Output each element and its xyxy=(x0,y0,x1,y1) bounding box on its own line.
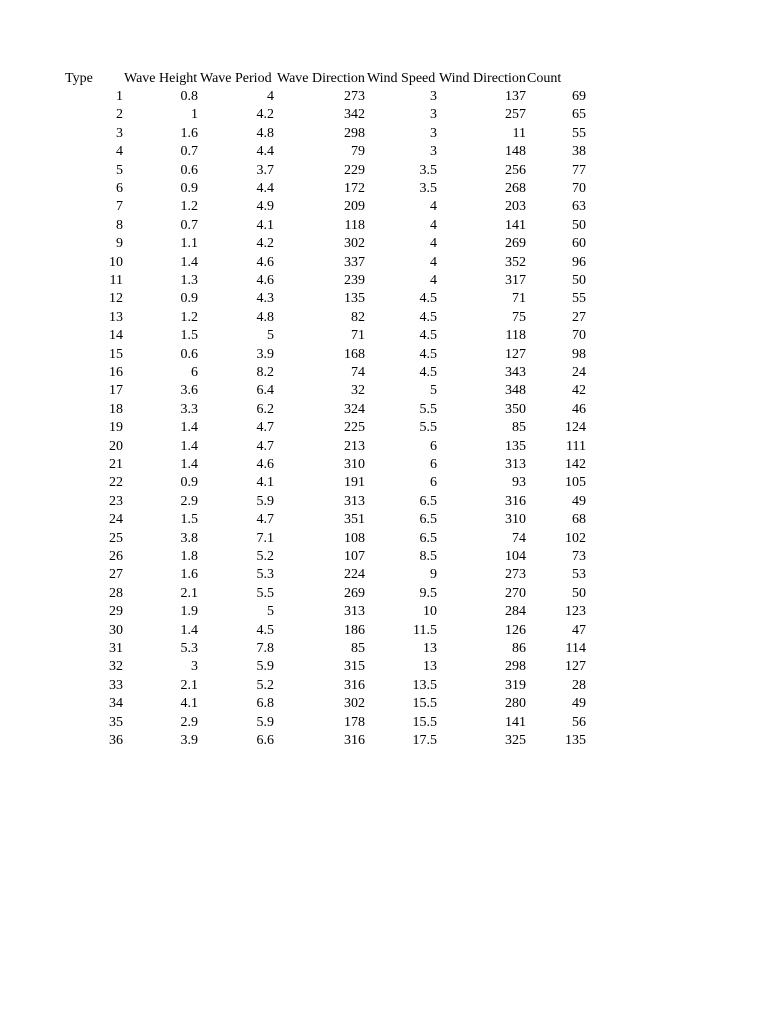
cell-type: 34 xyxy=(109,696,123,712)
cell-wave-direction: 342 xyxy=(344,107,365,123)
cell-wind-direction: 319 xyxy=(505,677,526,693)
cell-wind-direction: 141 xyxy=(505,217,526,233)
cell-wind-speed: 4.5 xyxy=(419,291,437,307)
cell-count: 127 xyxy=(565,659,586,675)
cell-wind-direction: 313 xyxy=(505,457,526,472)
cell-wind-direction: 203 xyxy=(505,199,526,215)
cell-wave-direction: 74 xyxy=(351,365,365,380)
cell-type: 4 xyxy=(116,144,123,160)
cell-count: 73 xyxy=(572,549,586,564)
cell-wave-height: 0.7 xyxy=(180,217,198,233)
cell-wave-period: 4 xyxy=(267,89,274,104)
cell-count: 111 xyxy=(566,438,586,454)
cell-wave-direction: 191 xyxy=(344,475,365,491)
cell-count: 56 xyxy=(572,714,586,730)
cell-type: 33 xyxy=(109,677,123,693)
cell-type: 14 xyxy=(109,328,123,344)
cell-wind-direction: 348 xyxy=(505,383,526,399)
cell-wind-direction: 268 xyxy=(505,181,526,196)
cell-wave-period: 4.2 xyxy=(256,236,274,252)
cell-wave-direction: 108 xyxy=(344,530,365,546)
cell-wave-direction: 315 xyxy=(344,659,365,675)
cell-wave-period: 5.9 xyxy=(256,493,274,509)
cell-count: 96 xyxy=(572,254,586,270)
cell-wave-direction: 269 xyxy=(344,585,365,601)
cell-wind-speed: 5.5 xyxy=(419,401,437,417)
cell-wind-speed: 3 xyxy=(430,144,437,160)
cell-wave-direction: 71 xyxy=(351,328,365,344)
cell-count: 124 xyxy=(565,420,586,436)
cell-wave-direction: 79 xyxy=(351,144,365,160)
cell-wind-direction: 269 xyxy=(505,236,526,252)
cell-wave-height: 1.4 xyxy=(180,622,198,638)
cell-wind-direction: 118 xyxy=(505,328,526,344)
cell-wave-height: 4.1 xyxy=(180,696,198,712)
header-type: Type xyxy=(65,71,93,86)
cell-wave-direction: 225 xyxy=(344,420,365,436)
cell-wave-period: 4.6 xyxy=(256,254,274,270)
cell-wave-period: 3.9 xyxy=(256,346,274,362)
cell-wind-speed: 4.5 xyxy=(419,346,437,362)
cell-count: 55 xyxy=(572,291,586,307)
cell-count: 142 xyxy=(565,457,586,472)
cell-wave-direction: 135 xyxy=(344,291,365,307)
cell-wave-direction: 337 xyxy=(344,254,365,270)
cell-wave-direction: 351 xyxy=(344,512,365,528)
cell-wave-period: 5 xyxy=(267,328,274,344)
cell-wave-period: 6.8 xyxy=(256,696,274,712)
cell-wind-direction: 141 xyxy=(505,714,526,730)
cell-type: 10 xyxy=(109,254,123,270)
cell-wave-height: 1.8 xyxy=(180,549,198,564)
cell-wind-speed: 5.5 xyxy=(419,420,437,436)
cell-wave-period: 5.9 xyxy=(256,714,274,730)
cell-wave-period: 5.2 xyxy=(256,549,274,564)
cell-wave-height: 1.4 xyxy=(180,438,198,454)
cell-count: 60 xyxy=(572,236,586,252)
cell-wave-period: 8.2 xyxy=(256,365,274,380)
cell-wave-height: 1.6 xyxy=(180,125,198,141)
header-wind-direction: Wind Direction xyxy=(439,71,526,86)
cell-wave-period: 5.9 xyxy=(256,659,274,675)
cell-type: 1 xyxy=(116,89,123,104)
cell-type: 22 xyxy=(109,475,123,491)
cell-wave-period: 4.8 xyxy=(256,125,274,141)
cell-type: 9 xyxy=(116,236,123,252)
cell-wind-direction: 310 xyxy=(505,512,526,528)
cell-count: 53 xyxy=(572,567,586,583)
cell-wind-speed: 10 xyxy=(423,604,437,620)
cell-wave-height: 1.2 xyxy=(180,309,198,325)
cell-wind-direction: 85 xyxy=(512,420,526,436)
cell-wind-direction: 11 xyxy=(512,125,526,141)
cell-wave-height: 3.6 xyxy=(180,383,198,399)
cell-wave-period: 4.5 xyxy=(256,622,274,638)
cell-type: 36 xyxy=(109,733,123,748)
cell-wave-direction: 213 xyxy=(344,438,365,454)
cell-wave-period: 4.6 xyxy=(256,457,274,472)
cell-count: 65 xyxy=(572,107,586,123)
cell-wave-period: 4.3 xyxy=(256,291,274,307)
cell-wind-speed: 3 xyxy=(430,107,437,123)
cell-count: 47 xyxy=(572,622,586,638)
cell-type: 8 xyxy=(116,217,123,233)
cell-wave-direction: 178 xyxy=(344,714,365,730)
header-count: Count xyxy=(527,71,562,86)
header-wave-period: Wave Period xyxy=(200,71,272,86)
cell-wind-speed: 8.5 xyxy=(419,549,437,564)
cell-wind-speed: 3.5 xyxy=(419,162,437,178)
cell-wave-height: 0.6 xyxy=(180,162,198,178)
cell-wind-direction: 284 xyxy=(505,604,526,620)
cell-wave-period: 4.1 xyxy=(256,217,274,233)
cell-wind-direction: 343 xyxy=(505,365,526,380)
cell-wind-direction: 127 xyxy=(505,346,526,362)
cell-wave-height: 0.7 xyxy=(180,144,198,160)
cell-wave-height: 1.4 xyxy=(180,457,198,472)
cell-wind-direction: 317 xyxy=(505,273,526,288)
cell-wind-speed: 9 xyxy=(430,567,437,583)
cell-wave-period: 6.4 xyxy=(256,383,274,399)
cell-type: 19 xyxy=(109,420,123,436)
cell-wave-direction: 32 xyxy=(351,383,365,399)
cell-wind-speed: 4.5 xyxy=(419,328,437,344)
cell-wave-height: 2.1 xyxy=(180,677,198,693)
cell-count: 28 xyxy=(572,677,586,693)
cell-type: 5 xyxy=(116,162,123,178)
cell-wave-period: 4.7 xyxy=(256,420,274,436)
cell-wave-direction: 239 xyxy=(344,273,365,288)
cell-wind-speed: 3 xyxy=(430,125,437,141)
cell-wind-direction: 352 xyxy=(505,254,526,270)
cell-count: 50 xyxy=(572,585,586,601)
cell-wind-direction: 316 xyxy=(505,493,526,509)
cell-wind-direction: 86 xyxy=(512,641,526,656)
cell-wind-direction: 350 xyxy=(505,401,526,417)
cell-wind-speed: 3 xyxy=(430,89,437,104)
cell-wave-direction: 224 xyxy=(344,567,365,583)
cell-wave-direction: 85 xyxy=(351,641,365,656)
cell-wave-period: 4.6 xyxy=(256,273,274,288)
cell-wave-height: 2.9 xyxy=(180,714,198,730)
cell-wave-period: 7.8 xyxy=(256,641,274,656)
cell-type: 17 xyxy=(109,383,123,399)
cell-wind-speed: 6.5 xyxy=(419,493,437,509)
cell-count: 77 xyxy=(572,162,586,178)
cell-wave-period: 3.7 xyxy=(256,162,274,178)
cell-type: 13 xyxy=(109,309,123,325)
cell-wind-speed: 6.5 xyxy=(419,512,437,528)
cell-wave-period: 4.2 xyxy=(256,107,274,123)
cell-type: 20 xyxy=(109,438,123,454)
cell-wind-speed: 4 xyxy=(430,217,437,233)
cell-wind-speed: 15.5 xyxy=(412,714,437,730)
cell-wind-direction: 280 xyxy=(505,696,526,712)
cell-wind-speed: 4 xyxy=(430,236,437,252)
cell-wind-speed: 4 xyxy=(430,199,437,215)
cell-wind-speed: 4 xyxy=(430,254,437,270)
cell-type: 12 xyxy=(109,291,123,307)
cell-type: 25 xyxy=(109,530,123,546)
cell-wind-speed: 15.5 xyxy=(412,696,437,712)
cell-wind-direction: 137 xyxy=(505,89,526,104)
cell-wave-direction: 168 xyxy=(344,346,365,362)
cell-wave-direction: 209 xyxy=(344,199,365,215)
cell-wave-period: 7.1 xyxy=(256,530,274,546)
cell-type: 6 xyxy=(116,181,123,196)
cell-type: 21 xyxy=(109,457,123,472)
cell-wind-speed: 13 xyxy=(423,659,437,675)
cell-count: 49 xyxy=(572,696,586,712)
cell-count: 24 xyxy=(572,365,586,380)
cell-wave-direction: 298 xyxy=(344,125,365,141)
cell-wave-direction: 273 xyxy=(344,89,365,104)
cell-wind-direction: 256 xyxy=(505,162,526,178)
cell-wind-speed: 6.5 xyxy=(419,530,437,546)
cell-count: 70 xyxy=(572,328,586,344)
cell-wind-speed: 17.5 xyxy=(412,733,437,748)
cell-count: 38 xyxy=(572,144,586,160)
cell-count: 70 xyxy=(572,181,586,196)
cell-type: 16 xyxy=(109,365,123,380)
cell-count: 55 xyxy=(572,125,586,141)
cell-wind-direction: 135 xyxy=(505,438,526,454)
cell-wind-speed: 9.5 xyxy=(419,585,437,601)
cell-wave-height: 1.6 xyxy=(180,567,198,583)
header-wave-height: Wave Height xyxy=(124,71,198,86)
cell-count: 98 xyxy=(572,346,586,362)
cell-type: 32 xyxy=(109,659,123,675)
cell-count: 49 xyxy=(572,493,586,509)
header-wave-direction: Wave Direction xyxy=(277,71,365,86)
cell-wave-direction: 82 xyxy=(351,309,365,325)
cell-wind-direction: 75 xyxy=(512,309,526,325)
cell-wave-period: 4.4 xyxy=(256,144,274,160)
cell-wind-speed: 6 xyxy=(430,475,437,491)
cell-wave-height: 3.8 xyxy=(180,530,198,546)
cell-type: 24 xyxy=(109,512,123,528)
cell-wave-height: 2.9 xyxy=(180,493,198,509)
cell-wind-direction: 257 xyxy=(505,107,526,123)
cell-wind-direction: 325 xyxy=(505,733,526,748)
cell-wave-direction: 310 xyxy=(344,457,365,472)
cell-wave-direction: 316 xyxy=(344,677,365,693)
cell-wave-period: 4.7 xyxy=(256,438,274,454)
cell-wind-direction: 148 xyxy=(505,144,526,160)
cell-wave-period: 6.6 xyxy=(256,733,274,748)
cell-wind-direction: 74 xyxy=(512,530,526,546)
cell-wind-speed: 6 xyxy=(430,438,437,454)
cell-wave-height: 0.9 xyxy=(180,291,198,307)
cell-wave-direction: 186 xyxy=(344,622,365,638)
cell-wave-period: 5.3 xyxy=(256,567,274,583)
cell-wave-period: 5.5 xyxy=(256,585,274,601)
cell-wave-height: 0.8 xyxy=(180,89,198,104)
cell-count: 50 xyxy=(572,273,586,288)
cell-wind-direction: 126 xyxy=(505,622,526,638)
cell-wave-direction: 316 xyxy=(344,733,365,748)
cell-wave-period: 4.8 xyxy=(256,309,274,325)
cell-wave-height: 2.1 xyxy=(180,585,198,601)
cell-wave-height: 6 xyxy=(191,365,198,380)
cell-wind-speed: 4.5 xyxy=(419,309,437,325)
cell-count: 135 xyxy=(565,733,586,748)
cell-type: 31 xyxy=(109,641,123,656)
cell-type: 18 xyxy=(109,401,123,417)
cell-count: 114 xyxy=(565,641,586,656)
cell-type: 23 xyxy=(109,493,123,509)
cell-wave-direction: 172 xyxy=(344,181,365,196)
cell-type: 7 xyxy=(116,199,123,215)
cell-wave-height: 0.9 xyxy=(180,181,198,196)
cell-wave-height: 5.3 xyxy=(180,641,198,656)
cell-count: 42 xyxy=(572,383,586,399)
cell-wind-speed: 4.5 xyxy=(419,365,437,380)
cell-wave-direction: 302 xyxy=(344,236,365,252)
cell-wave-direction: 107 xyxy=(344,549,365,564)
cell-wave-period: 5.2 xyxy=(256,677,274,693)
cell-wind-speed: 13.5 xyxy=(412,677,437,693)
cell-wave-period: 4.1 xyxy=(256,475,274,491)
cell-wave-period: 4.4 xyxy=(256,181,274,196)
cell-wave-direction: 313 xyxy=(344,493,365,509)
cell-wave-period: 5 xyxy=(267,604,274,620)
cell-wave-height: 1 xyxy=(191,107,198,123)
cell-wave-height: 1.2 xyxy=(180,199,198,215)
cell-wave-period: 6.2 xyxy=(256,401,274,417)
cell-wave-height: 0.9 xyxy=(180,475,198,491)
cell-wind-direction: 71 xyxy=(512,291,526,307)
cell-type: 15 xyxy=(109,346,123,362)
header-wind-speed: Wind Speed xyxy=(367,71,436,86)
cell-count: 63 xyxy=(572,199,586,215)
cell-type: 28 xyxy=(109,585,123,601)
cell-type: 26 xyxy=(109,549,123,564)
cell-wind-speed: 4 xyxy=(430,273,437,288)
cell-count: 69 xyxy=(572,89,586,104)
cell-count: 123 xyxy=(565,604,586,620)
cell-wave-direction: 229 xyxy=(344,162,365,178)
cell-wave-height: 0.6 xyxy=(180,346,198,362)
cell-type: 30 xyxy=(109,622,123,638)
cell-wind-direction: 93 xyxy=(512,475,526,491)
cell-count: 105 xyxy=(565,475,586,491)
cell-type: 3 xyxy=(116,125,123,141)
cell-wind-speed: 6 xyxy=(430,457,437,472)
cell-wave-height: 1.3 xyxy=(180,273,198,288)
cell-type: 2 xyxy=(116,107,123,123)
cell-wave-height: 1.1 xyxy=(180,236,198,252)
cell-type: 11 xyxy=(109,273,123,288)
cell-wave-height: 1.4 xyxy=(180,420,198,436)
cell-count: 46 xyxy=(572,401,586,417)
cell-count: 50 xyxy=(572,217,586,233)
cell-wave-direction: 324 xyxy=(344,401,365,417)
cell-wind-direction: 298 xyxy=(505,659,526,675)
cell-wave-height: 1.5 xyxy=(180,328,198,344)
cell-wave-height: 3.3 xyxy=(180,401,198,417)
cell-count: 68 xyxy=(572,512,586,528)
cell-wind-speed: 11.5 xyxy=(413,622,437,638)
cell-count: 102 xyxy=(565,530,586,546)
cell-wind-speed: 3.5 xyxy=(419,181,437,196)
cell-wave-height: 1.4 xyxy=(180,254,198,270)
cell-wave-height: 1.5 xyxy=(180,512,198,528)
cell-wave-direction: 313 xyxy=(344,604,365,620)
cell-wind-direction: 270 xyxy=(505,585,526,601)
cell-wave-height: 3.9 xyxy=(180,733,198,748)
cell-wave-direction: 302 xyxy=(344,696,365,712)
cell-type: 27 xyxy=(109,567,123,583)
cell-type: 29 xyxy=(109,604,123,620)
cell-type: 35 xyxy=(109,714,123,730)
cell-wind-speed: 13 xyxy=(423,641,437,656)
cell-wind-speed: 5 xyxy=(430,383,437,399)
cell-wind-direction: 273 xyxy=(505,567,526,583)
cell-count: 27 xyxy=(572,309,586,325)
cell-wave-period: 4.9 xyxy=(256,199,274,215)
cell-wave-direction: 118 xyxy=(344,217,365,233)
cell-wave-height: 1.9 xyxy=(180,604,198,620)
cell-wave-height: 3 xyxy=(191,659,198,675)
cell-wave-period: 4.7 xyxy=(256,512,274,528)
cell-wind-direction: 104 xyxy=(505,549,526,564)
